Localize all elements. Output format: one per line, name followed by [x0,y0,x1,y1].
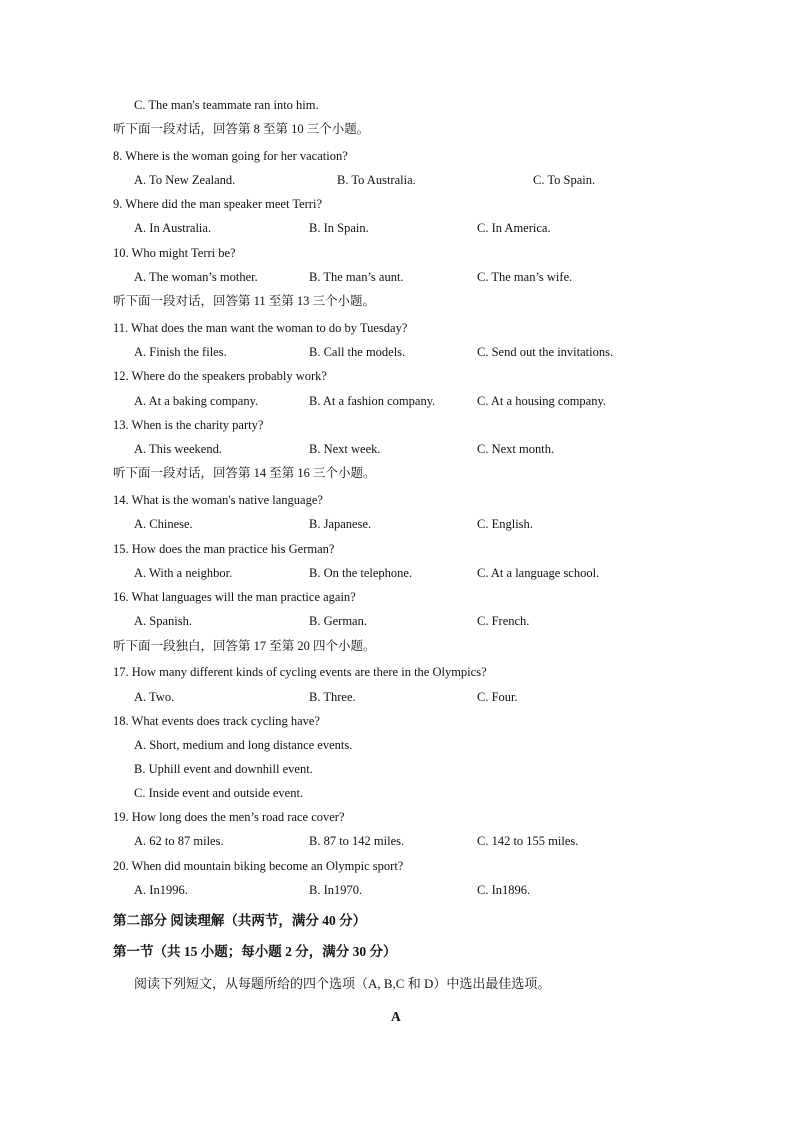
section-instruction: 听下面一段对话，回答第 14 至第 16 三个小题。 [113,466,376,480]
question-8-option-a: A. To New Zealand. [134,173,236,187]
question-17: 17. How many different kinds of cycling events are there in the Olympics? [113,665,487,679]
question-13-option-a: A. This weekend. [134,442,222,456]
question-16-option-b: B. German. [309,614,367,628]
question-12-option-b: B. At a fashion company. [309,394,436,408]
question-9: 9. Where did the man speaker meet Terri? [113,197,322,211]
question-13-option-b: B. Next week. [309,442,381,456]
question-8-option-c: C. To Spain. [533,173,596,187]
reading-instruction: 阅读下列短文，从每题所给的四个选项（A, B,C 和 D）中选出最佳选项。 [134,976,551,991]
question-18-option-c: C. Inside event and outside event. [134,786,304,800]
question-14: 14. What is the woman's native language? [113,493,323,507]
question-17-option-a: A. Two. [134,690,175,704]
question-12-option-a: A. At a baking company. [134,394,259,408]
section-instruction: 听下面一段对话，回答第 11 至第 13 三个小题。 [113,294,376,308]
question-16-option-a: A. Spanish. [134,614,192,628]
section-instruction: 听下面一段独白，回答第 17 至第 20 四个小题。 [113,639,376,653]
question-10-option-b: B. The man’s aunt. [309,270,404,284]
question-17-option-b: B. Three. [309,690,356,704]
question-16: 16. What languages will the man practice again? [113,590,356,604]
question-20-option-a: A. In1996. [134,883,188,897]
question-14-option-a: A. Chinese. [134,517,193,531]
question-15-option-a: A. With a neighbor. [134,566,233,580]
question-9-option-c: C. In America. [477,221,551,235]
question-10-option-a: A. The woman’s mother. [134,270,258,284]
question-11-option-a: A. Finish the files. [134,345,227,359]
question-8-option-b: B. To Australia. [337,173,416,187]
question-14-option-c: C. English. [477,517,533,531]
question-9-option-a: A. In Australia. [134,221,212,235]
section-heading: 第一节（共 15 小题；每小题 2 分，满分 30 分） [113,944,397,959]
question-17-option-c: C. Four. [477,690,518,704]
question-9-option-b: B. In Spain. [309,221,369,235]
question-19-option-c: C. 142 to 155 miles. [477,834,579,848]
question-16-option-c: C. French. [477,614,530,628]
part-heading: 第二部分 阅读理解（共两节，满分 40 分） [113,913,367,928]
question-15: 15. How does the man practice his German? [113,542,335,556]
question-14-option-b: B. Japanese. [309,517,372,531]
question-10-option-c: C. The man’s wife. [477,270,573,284]
question-11: 11. What does the man want the woman to do by Tuesday? [113,321,408,335]
question-20-option-c: C. In1896. [477,883,531,897]
question-8: 8. Where is the woman going for her vacation? [113,149,348,163]
question-18-option-b: B. Uphill event and downhill event. [134,762,313,776]
question-19-option-b: B. 87 to 142 miles. [309,834,405,848]
question-13-option-c: C. Next month. [477,442,555,456]
question-15-option-c: C. At a language school. [477,566,600,580]
question-20-option-b: B. In1970. [309,883,363,897]
question-19-option-a: A. 62 to 87 miles. [134,834,224,848]
option-line: C. The man's teammate ran into him. [134,98,319,112]
question-13: 13. When is the charity party? [113,418,264,432]
question-18: 18. What events does track cycling have? [113,714,320,728]
question-18-option-a: A. Short, medium and long distance events. [134,738,353,752]
question-12: 12. Where do the speakers probably work? [113,369,327,383]
section-instruction: 听下面一段对话，回答第 8 至第 10 三个小题。 [113,122,370,136]
question-12-option-c: C. At a housing company. [477,394,607,408]
question-20: 20. When did mountain biking become an Olympic sport? [113,859,404,873]
question-11-option-b: B. Call the models. [309,345,406,359]
question-15-option-b: B. On the telephone. [309,566,413,580]
passage-label: A [391,1009,401,1024]
question-11-option-c: C. Send out the invitations. [477,345,614,359]
question-10: 10. Who might Terri be? [113,246,236,260]
question-19: 19. How long does the men’s road race cover? [113,810,345,824]
